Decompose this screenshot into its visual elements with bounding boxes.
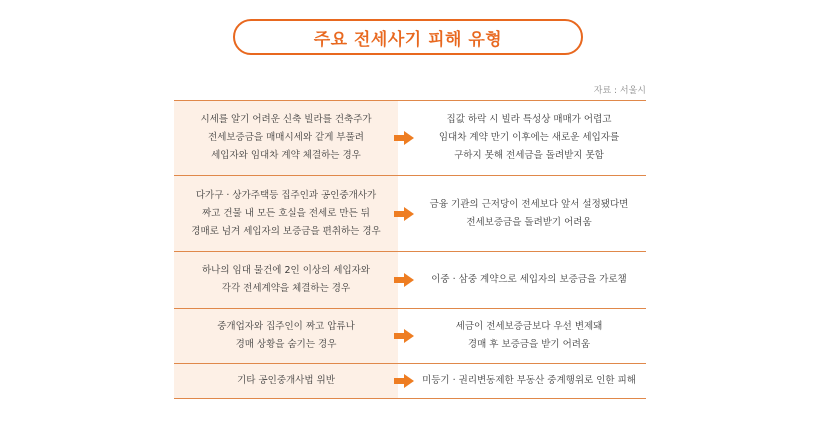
damage-result xyxy=(398,176,646,251)
text-line: 다가구 · 상가주택등 집주인과 공인중개사가 xyxy=(195,189,377,201)
case-description xyxy=(174,252,398,308)
text-line: 중개업자와 집주인이 짜고 압류나 xyxy=(217,321,355,332)
case-description xyxy=(174,101,398,175)
text-line: 각각 전세계약을 체결하는 경우 xyxy=(221,283,351,294)
arrow-right-icon xyxy=(394,329,414,343)
damage-result xyxy=(398,364,646,398)
text-line: 구하지 못해 전세금을 돌려받지 못함 xyxy=(454,150,604,161)
damage-type-table xyxy=(174,100,646,399)
text-line: 이중 · 삼중 계약으로 세입자의 보증금을 가로챔 xyxy=(431,274,627,285)
arrow-right-icon xyxy=(394,207,414,221)
table-row xyxy=(174,175,646,251)
arrow-right-icon xyxy=(394,273,414,287)
text-line: 전세보증금을 돌려받기 어려움 xyxy=(466,216,592,228)
table-row xyxy=(174,101,646,175)
title-banner xyxy=(233,19,583,55)
case-description xyxy=(174,364,398,398)
text-line: 경매 후 보증금을 받기 어려움 xyxy=(467,339,591,350)
text-line: 시세를 알기 어려운 신축 빌라를 건축주가 xyxy=(200,114,372,125)
text-line: 경매 상황을 숨기는 경우 xyxy=(235,339,337,350)
text-line: 기타 공인중개사법 위반 xyxy=(237,375,335,386)
text-line: 전세보증금을 매매시세와 같게 부풀려 xyxy=(208,132,364,143)
text-line: 경매로 넘겨 세입자의 보증금을 편취하는 경우 xyxy=(191,225,381,237)
text-line: 세입자와 임대차 계약 체결하는 경우 xyxy=(211,150,361,161)
damage-result xyxy=(398,252,646,308)
table-row xyxy=(174,363,646,398)
arrow-right-icon xyxy=(394,131,414,145)
arrow-right-icon xyxy=(394,374,414,388)
text-line: 금융 기관의 근저당이 전세보다 앞서 설정됐다면 xyxy=(429,198,629,210)
text-line: 집값 하락 시 빌라 특성상 매매가 어렵고 xyxy=(446,114,612,125)
text-line: 임대차 계약 만기 이후에는 새로운 세입자를 xyxy=(438,132,620,143)
page-title: 주요 전세사기 피해 유형 xyxy=(313,29,503,50)
case-description xyxy=(174,176,398,251)
table-row xyxy=(174,251,646,308)
text-line: 세금이 전세보증금보다 우선 변제돼 xyxy=(455,321,603,332)
text-line: 미등기 · 권리변동제한 부동산 중계행위로 인한 피해 xyxy=(422,375,636,386)
damage-result xyxy=(398,309,646,363)
text-line: 짜고 건물 내 모든 호실을 전세로 만든 뒤 xyxy=(202,207,370,219)
text-line: 하나의 임대 물건에 2인 이상의 세입자와 xyxy=(202,265,370,276)
table-row xyxy=(174,308,646,363)
case-description xyxy=(174,309,398,363)
source-note: 자료 : 서울시 xyxy=(593,86,646,96)
damage-result xyxy=(398,101,646,175)
